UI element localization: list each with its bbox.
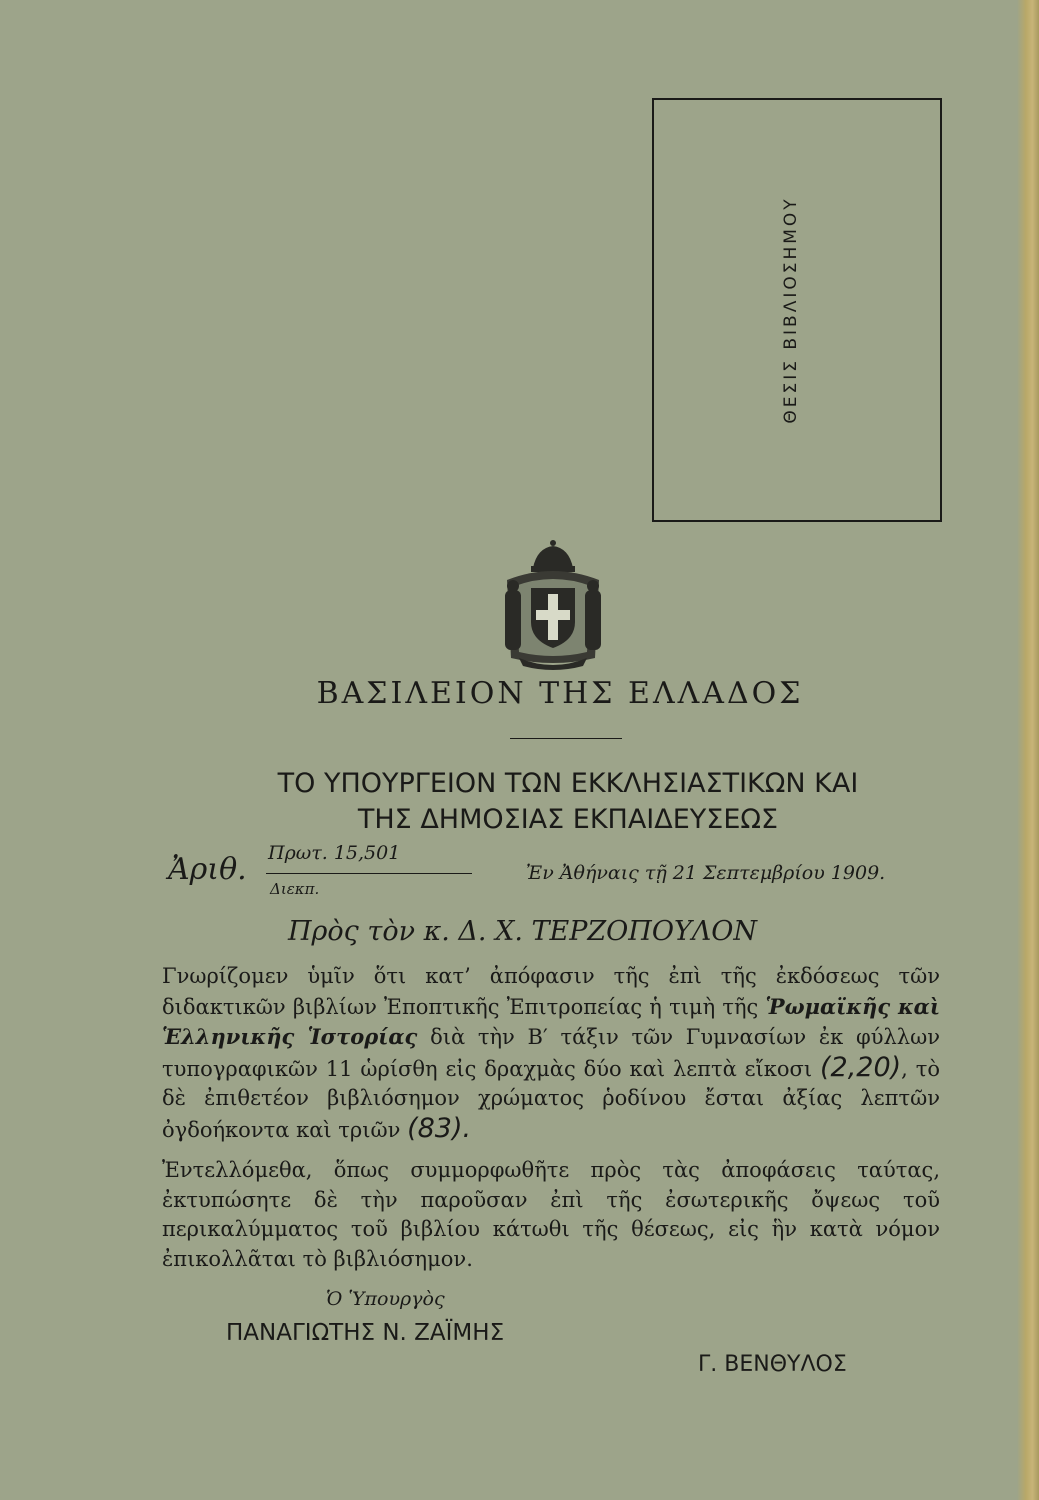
protocol-number: Πρωτ. 15,501: [268, 842, 401, 864]
stamp-placement-box: [652, 98, 942, 522]
addressee: Πρὸς τὸν κ. Δ. Χ. ΤΕΡΖΟΠΟΥΛΟΝ: [288, 916, 758, 947]
body-text: διὰ τὴν Β′ τάξιν τῶν Γυμνασίων ἐκ φύλλων τυπογραφικῶν 11 ὡρίσθη εἰς δραχμὰς δύο καὶ λεπτὰ εἴκοσι: [162, 1025, 940, 1081]
royal-coat-of-arms-icon: [497, 540, 609, 670]
ministry-name-line-1: ΤΟ ΥΠΟΥΡΓΕΙΟΝ ΤΩΝ ΕΚΚΛΗΣΙΑΣΤΙΚΩΝ ΚΑΙ: [277, 768, 859, 799]
secretary-signature: Γ. ΒΕΝΘΥΛΟΣ: [698, 1352, 847, 1377]
body-paragraph-2: Ἐντελλόμεθα, ὅπως συμμορφωθῆτε πρὸς τὰς ἀποφάσεις ταύτας, ἐκτυπώσητε δὲ τὴν παροῦσαν ἐπὶ τῆς ἐσωτερικῆς ὄψεως τοῦ περικαλύμματος τοῦ βιβλίου κάτωθι τῆς θέσεως, εἰς ἣν κατὰ νόμον ἐπικολλᾶται τὸ βιβλιόσημον.: [162, 1158, 940, 1271]
body-paragraph-1: [162, 962, 940, 1146]
paper-edge: [1017, 0, 1039, 1500]
body-text: Γνωρίζομεν ὑμῖν ὅτι κατ’ ἀπόφασιν τῆς ἐπὶ τῆς ἐκδόσεως τῶν διδακτικῶν βιβλίων Ἐποπτικῆς Ἐπιτροπείας ἡ τιμὴ τῆς: [162, 964, 940, 1019]
letter-date: Ἐν Ἀθήναις τῇ 21 Σεπτεμβρίου 1909.: [526, 862, 886, 884]
body-text: , τὸ δὲ ἐπιθετέον βιβλιόσημον χρώματος ῥοδίνου ἔσται ἀξίας λεπτῶν ὀγδοήκοντα καὶ τριῶν: [162, 1056, 940, 1142]
minister-title: Ὁ Ὑπουργὸς: [326, 1288, 445, 1310]
book-title: Ῥωμαϊκῆς καὶ Ἑλληνικῆς Ἱστορίας: [162, 993, 941, 1050]
ministry-name-line-2: ΤΗΣ ΔΗΜΟΣΙΑΣ ΕΚΠΑΙΔΕΥΣΕΩΣ: [357, 804, 779, 835]
kingdom-heading: ΒΑΣΙΛΕΙΟΝ ΤΗΣ ΕΛΛΑΔΟΣ: [316, 676, 804, 711]
dispatch-label: Διεκπ.: [270, 880, 320, 898]
book-price: (2,20): [819, 1051, 902, 1083]
stamp-placement-label: ΘΕΣΙΣ ΒΙΒΛΙΟΣΗΜΟΥ: [781, 196, 801, 424]
reference-number-label: Ἀριθ.: [168, 852, 247, 887]
header-divider: [510, 738, 622, 739]
reference-fraction-line: [266, 873, 472, 874]
stamp-price: (83).: [407, 1112, 472, 1144]
minister-name: ΠΑΝΑΓΙΩΤΗΣ Ν. ΖΑΪΜΗΣ: [226, 1320, 505, 1346]
